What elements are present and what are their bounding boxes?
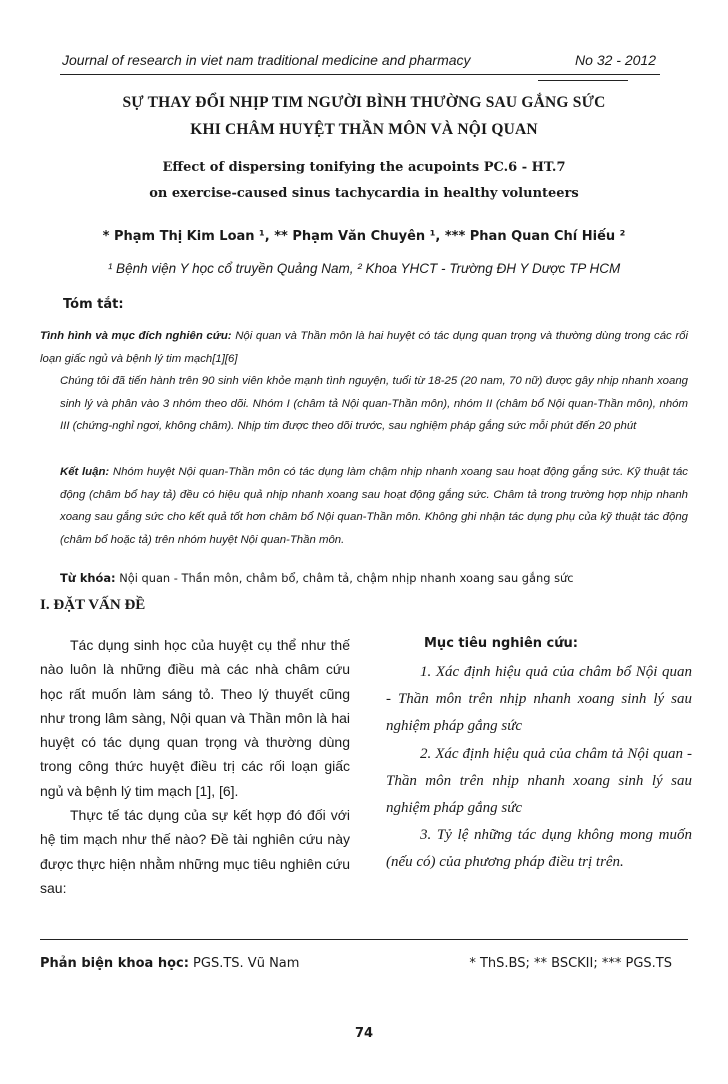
keywords-label: Từ khóa: [60, 571, 116, 585]
keywords-text: Nội quan - Thần môn, châm bổ, châm tả, chậm nhịp nhanh xoang sau gắng sức [115, 571, 574, 585]
title-vietnamese-line-1: SỰ THAY ĐỔI NHỊP TIM NGƯỜI BÌNH THƯỜNG SAU GẮNG SỨC [122, 94, 606, 111]
header-rule [60, 74, 660, 75]
title-english-line-1: Effect of dispersing tonifying the acupoints PC.6 - HT.7 [162, 160, 566, 175]
abstract-heading: Tóm tắt: [63, 297, 124, 312]
goal-item-3: 3. Tỷ lệ những tác dụng không mong muốn (nếu có) của phương pháp điều trị trên. [386, 827, 692, 871]
affiliations: ¹ Bệnh viện Y học cổ truyền Quảng Nam, ² Khoa YHCT - Trường ĐH Y Dược TP HCM [107, 261, 621, 276]
reviewer-note [40, 956, 299, 971]
abstract-methods [40, 370, 688, 438]
title-vietnamese-line-2: KHI CHÂM HUYỆT THẦN MÔN VÀ NỘI QUAN [190, 121, 538, 138]
abstract-conclusion-label: Kết luận: [60, 466, 110, 478]
goal-item-1: 1. Xác định hiệu quả của châm bổ Nội quan - Thần môn trên nhịp nhanh xoang sinh lý sau nghiệm pháp gắng sức [386, 664, 692, 735]
title-english-line-2: on exercise-caused sinus tachycardia in healthy volunteers [149, 186, 579, 201]
goals-heading: Mục tiêu nghiên cứu: [424, 636, 578, 651]
goal-item-2: 2. Xác định hiệu quả của châm tả Nội quan - Thần môn trên nhịp nhanh xoang sinh lý sau nghiệm pháp gắng sức [386, 745, 692, 817]
abstract-conclusion-text: Nhóm huyệt Nội quan-Thần môn có tác dụng làm chậm nhịp nhanh xoang sau hoạt động gắng sức. Kỹ thuật tác động (châm bổ hay tả) đều có hiệu quả nhịp nhanh xoang sau hoạt động gắng sức. Châm tả trong trường hợp nhịp nhanh xoang sau gắng sức cho kết quả tốt hơn châm bổ Nội quan-Thần môn. Không ghi nhận tác dụng phụ của kỹ thuật tác động (châm bổ hoặc tả) trên nhóm huyệt Nội quan-Thần môn. [60, 466, 688, 546]
keywords [60, 571, 688, 585]
reviewer-name: PGS.TS. Vũ Nam [188, 956, 300, 971]
page-number: 74 [354, 1026, 374, 1041]
footer-rule [40, 939, 688, 940]
issue-number: No 32 - 2012 [575, 52, 656, 68]
right-column [386, 633, 692, 877]
intro-paragraph-2: Thực tế tác dụng của sự kết hợp đó đối với hệ tim mạch như thế nào? Đề tài nghiên cứu này được thực hiện nhằm những mục tiêu nghiên cứu sau: [40, 807, 350, 896]
goals-list [386, 659, 692, 877]
reviewer-label: Phản biện khoa học: [40, 956, 189, 971]
abstract-conclusion [40, 461, 688, 551]
author-degrees: * ThS.BS; ** BSCKII; *** PGS.TS [469, 956, 672, 971]
section-heading: I. ĐẶT VẤN ĐỀ [40, 597, 146, 613]
header-rule-accent [538, 80, 628, 81]
abstract-conclusion-paragraph [40, 461, 688, 551]
intro-paragraph-1: Tác dụng sinh học của huyệt cụ thể như thế nào luôn là những điều mà các nhà châm cứu học rất muốn làm sáng tỏ. Theo lý thuyết cũng như trong lâm sàng, Nội quan và Thần môn là hai huyệt có tác dụng quan trọng và thường dùng trong công thức huyệt điều trị các rối loạn giấc ngủ và bệnh lý tim mạch [1], [6]. [40, 637, 350, 799]
journal-name: Journal of research in viet nam traditional medicine and pharmacy [62, 52, 471, 68]
abstract-methods-text: Chúng tôi đã tiến hành trên 90 sinh viên khỏe mạnh tình nguyện, tuổi từ 18-25 (20 nam, 70 nữ) được gây nhịp nhanh xoang sinh lý và phân vào 3 nhóm theo dõi. Nhóm I (châm tả Nội quan-Thần môn), nhóm II (châm bổ Nội quan-Thần môn), nhóm III (chứng-nghỉ ngơi, không châm). Nhịp tim được theo dõi trước, sau nghiệm pháp gắng sức mỗi phút đến 20 phút [60, 375, 688, 432]
abstract-background [40, 325, 688, 370]
left-column [40, 633, 350, 900]
running-header [62, 52, 656, 74]
author-list: * Phạm Thị Kim Loan ¹, ** Phạm Văn Chuyên ¹, *** Phan Quan Chí Hiếu ² [102, 229, 626, 244]
abstract-background-label: Tình hình và mục đích nghiên cứu: [40, 330, 232, 342]
abstract-background-text: Nội quan và Thần môn là hai huyệt có tác dụng quan trọng và thường dùng trong các rối loạn giấc ngủ và bệnh lý tim mạch[1][6] [40, 330, 688, 365]
